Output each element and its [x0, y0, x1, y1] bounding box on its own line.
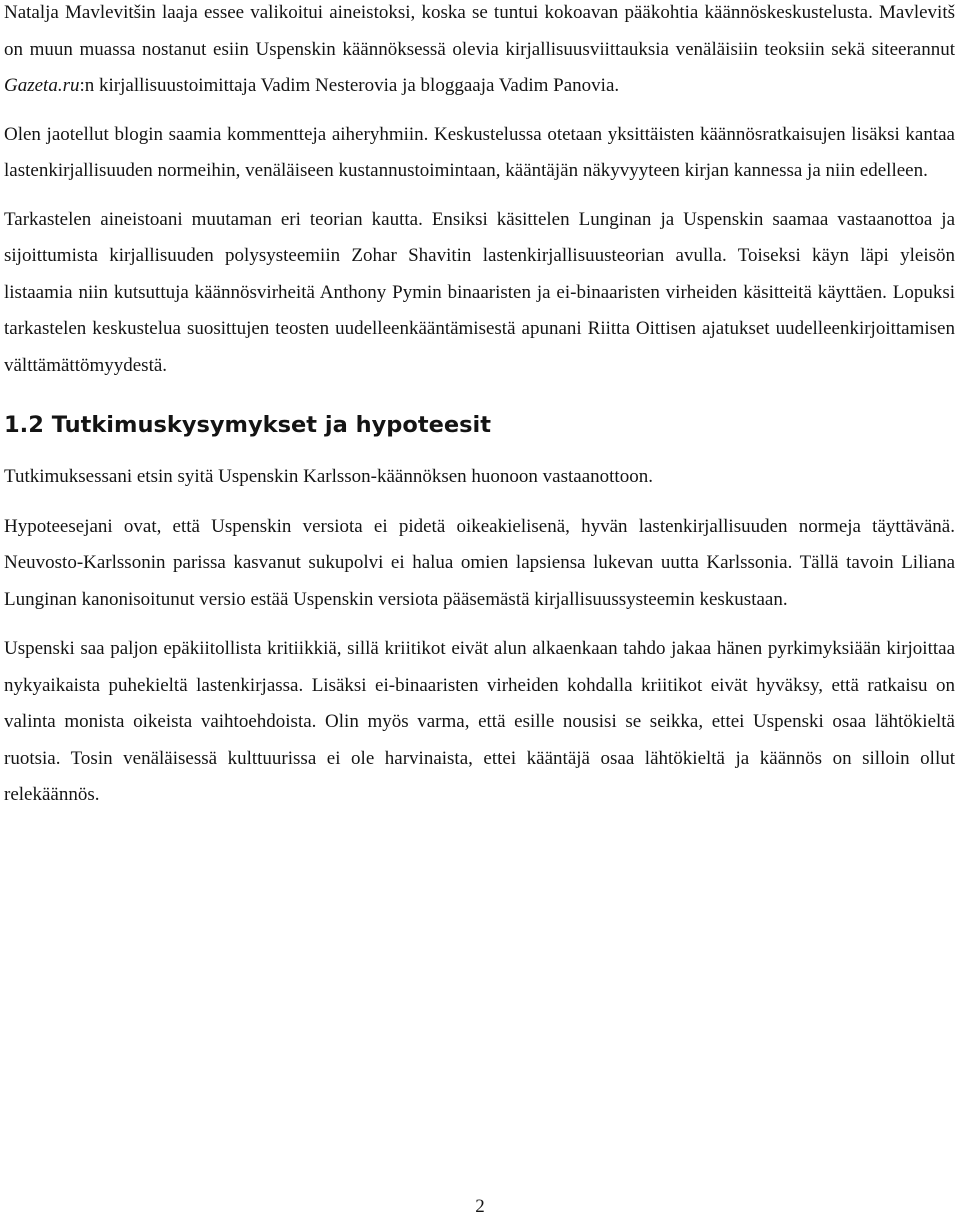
paragraph-text: Natalja Mavlevitšin laaja essee valikoitui aineistoksi, koska se tuntui kokoavan pääkohtia käännöskeskustelusta. Mavlevitš on muun muassa nostanut esiin Uspenskin käännöksessä olevia kirjallisuusviittauksia venäläisiin teoksiin sekä siteerannut: [4, 2, 955, 60]
paragraph-hypotheses: Hypoteesejani ovat, että Uspenskin versiota ei pidetä oikeakielisenä, hyvän lastenkirjallisuuden normeja täyttävänä. Neuvosto-Karlssonin parissa kasvanut sukupolvi ei halua omien lapsiensa lukevan uutta Karlssonia. Tällä tavoin Liliana Lunginan kanonisoitunut versio estää Uspenskin versiota pääsemästä kirjallisuussysteemin keskustaan.: [4, 515, 955, 610]
paragraph-criticism: Uspenski saa paljon epäkiitollista kritiikkiä, sillä kriitikot eivät alun alkaenkaan tahdo jakaa hänen pyrkimyksiään kirjoittaa nykyaikaista puhekieltä lastenkirjassa. Lisäksi ei-binaaristen virheiden kohdalla kriitikot eivät hyväksy, että ratkaisu on valinta monista oikeista vaihtoehdoista. Olin myös varma, että esille nousisi se seikka, ettei Uspenski osaa lähtökieltä ruotsia. Tosin venäläisessä kulttuurissa ei ole harvinaista, ettei kääntäjä osaa lähtökieltä ja käännös on silloin ollut relekäännös.: [4, 638, 955, 805]
paragraph-source-essay: [4, 0, 955, 105]
paragraph-text: :n kirjallisuustoimittaja Vadim Nesterovia ja bloggaaja Vadim Panovia.: [79, 75, 620, 96]
publication-name: Gazeta.ru: [4, 75, 80, 96]
document-page: [4, 0, 955, 814]
page-number: 2: [475, 1196, 485, 1217]
section-heading: 1.2 Tutkimuskysymykset ja hypoteesit: [4, 412, 491, 438]
paragraph-research-question: Tutkimuksessani etsin syitä Uspenskin Karlsson-käännöksen huonoon vastaanottoon.: [4, 466, 653, 487]
paragraph-theories: Tarkastelen aineistoani muutaman eri teorian kautta. Ensiksi käsittelen Lunginan ja Uspenskin saamaa vastaanottoa ja sijoittumista kirjallisuuden polysysteemiin Zohar Shavitin lastenkirjallisuusteorian avulla. Toiseksi käyn läpi yleisön listaamia niin kutsuttuja käännösvirheitä Anthony Pymin binaaristen ja ei-binaaristen virheiden käsitteitä käyttäen. Lopuksi tarkastelen keskustelua suosittujen teosten uudelleenkääntämisestä apunani Riitta Oittisen ajatukset uudelleenkirjoittamisen välttämättömyydestä.: [4, 208, 955, 376]
paragraph-comment-groups: Olen jaotellut blogin saamia kommentteja aiheryhmiin. Keskustelussa otetaan yksittäisten käännösratkaisujen lisäksi kantaa lastenkirjallisuuden normeihin, venäläiseen kustannustoimintaan, kääntäjän näkyvyyteen kirjan kannessa ja niin edelleen.: [4, 123, 955, 181]
